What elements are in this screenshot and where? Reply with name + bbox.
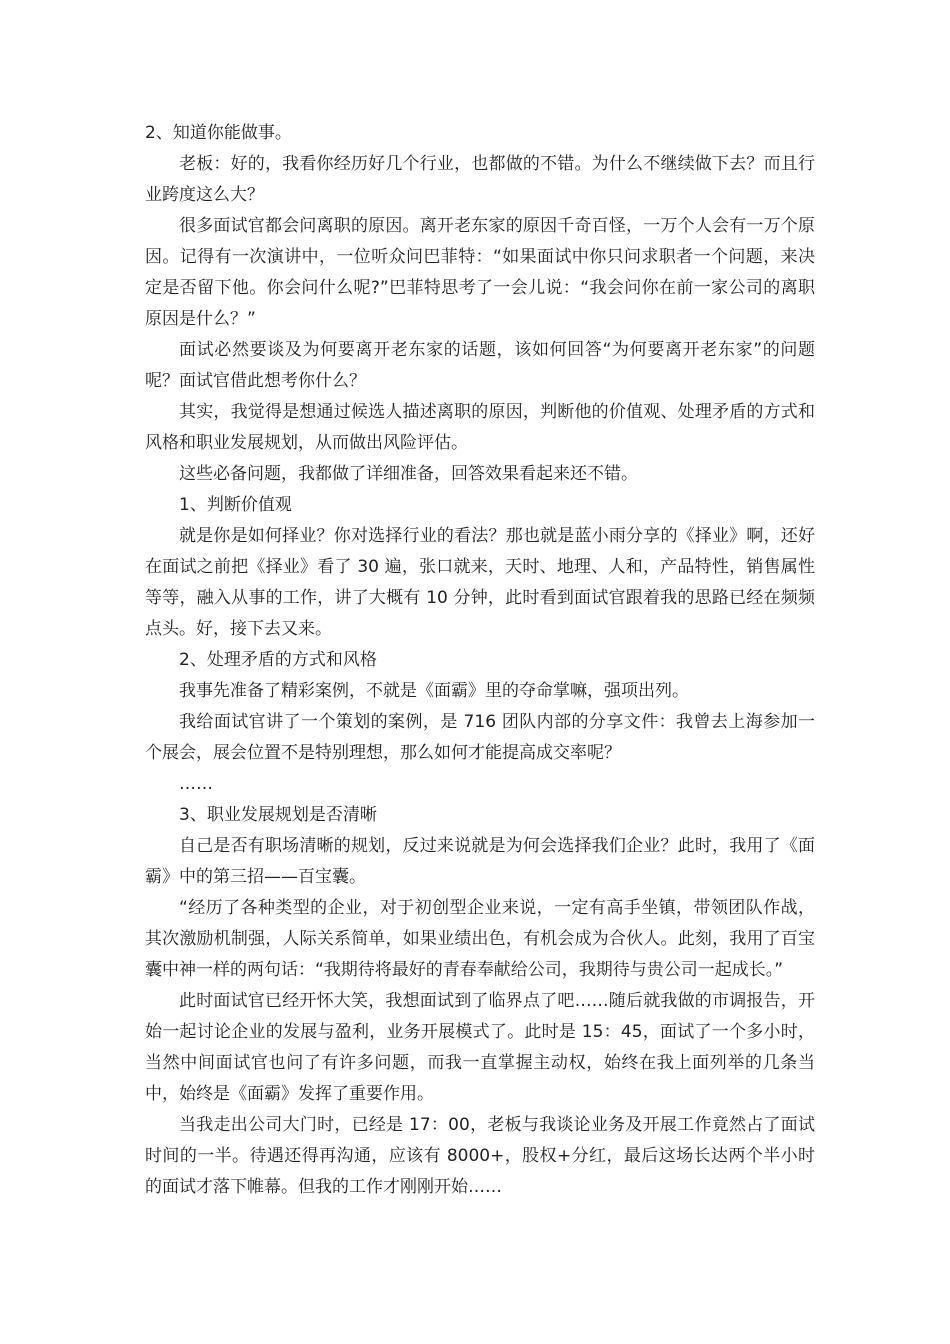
paragraph-3: 很多面试官都会问离职的原因。离开老东家的原因千奇百怪，一万个人会有一万个原因。记得有一次演讲中，一位听众问巴菲特：“如果面试中你只问求职者一个问题，来决定是否留下他。你会问什么呢?”巴菲特思考了一会儿说：“我会问你在前一家公司的离职原因是什么？”	[145, 216, 815, 329]
paragraph-6: 这些必备问题，我都做了详细准备，回答效果看起来还不错。	[179, 464, 638, 484]
paragraph-5: 其实，我觉得是想通过候选人描述离职的原因，判断他的价值观、处理矛盾的方式和风格和职业发展规划，从而做出风险评估。	[145, 402, 815, 453]
paragraph-15: “经历了各种类型的企业，对于初创型企业来说，一定有高手坐镇，带领团队作战，其次激励机制强，人际关系简单，如果业绩出色，有机会成为合伙人。此刻，我用了百宝囊中神一样的两句话：“我期待将最好的青春奉献给公司，我期待与贵公司一起成长。”	[145, 898, 815, 980]
paragraph-16: 此时面试官已经开怀大笑，我想面试到了临界点了吧……随后就我做的市调报告，开始一起讨论企业的发展与盈利，业务开展模式了。此时是 15：45，面试了一个多小时，当然中间面试官也问了有许多问题，而我一直掌握主动权，始终在我上面列举的几条当中，始终是《面霸》发挥了重要作用。	[145, 991, 815, 1104]
paragraph-8: 就是你是如何择业？你对选择行业的看法？那也就是蓝小雨分享的《择业》啊，还好在面试之前把《择业》看了 30 遍，张口就来，天时、地理、人和，产品特性，销售属性等等，融入从事的工作，讲了大概有 10 分钟，此时看到面试官跟着我的思路已经在频频点头。好，接下去又来。	[145, 526, 815, 639]
paragraph-11: 我给面试官讲了一个策划的案例，是 716 团队内部的分享文件：我曾去上海参加一个展会，展会位置不是特别理想，那么如何才能提高成交率呢？	[145, 712, 815, 763]
paragraph-17: 当我走出公司大门时，已经是 17：00，老板与我谈论业务及开展工作竟然占了面试时间的一半。待遇还得再沟通，应该有 8000+，股权+分红，最后这场长达两个半小时的面试才落下帷幕。但我的工作才刚刚开始……	[145, 1115, 815, 1197]
paragraph-1: 2、知道你能做事。	[145, 123, 292, 143]
paragraph-14: 自己是否有职场清晰的规划，反过来说就是为何会选择我们企业？此时，我用了《面霸》中的第三招——百宝囊。	[145, 836, 815, 887]
document-body	[145, 118, 815, 1203]
paragraph-2: 老板：好的，我看你经历好几个行业，也都做的不错。为什么不继续做下去？而且行业跨度这么大？	[145, 154, 815, 205]
paragraph-10: 我事先准备了精彩案例，不就是《面霸》里的夺命掌嘛，强项出列。	[179, 681, 689, 701]
paragraph-4: 面试必然要谈及为何要离开老东家的话题，该如何回答“为何要离开老东家”的问题呢？面试官借此想考你什么？	[145, 340, 815, 391]
section-heading-values: 1、判断价值观	[179, 495, 292, 515]
section-heading-career: 3、职业发展规划是否清晰	[179, 805, 377, 825]
section-heading-conflict: 2、处理矛盾的方式和风格	[179, 650, 377, 670]
ellipsis-line: ……	[179, 774, 213, 794]
